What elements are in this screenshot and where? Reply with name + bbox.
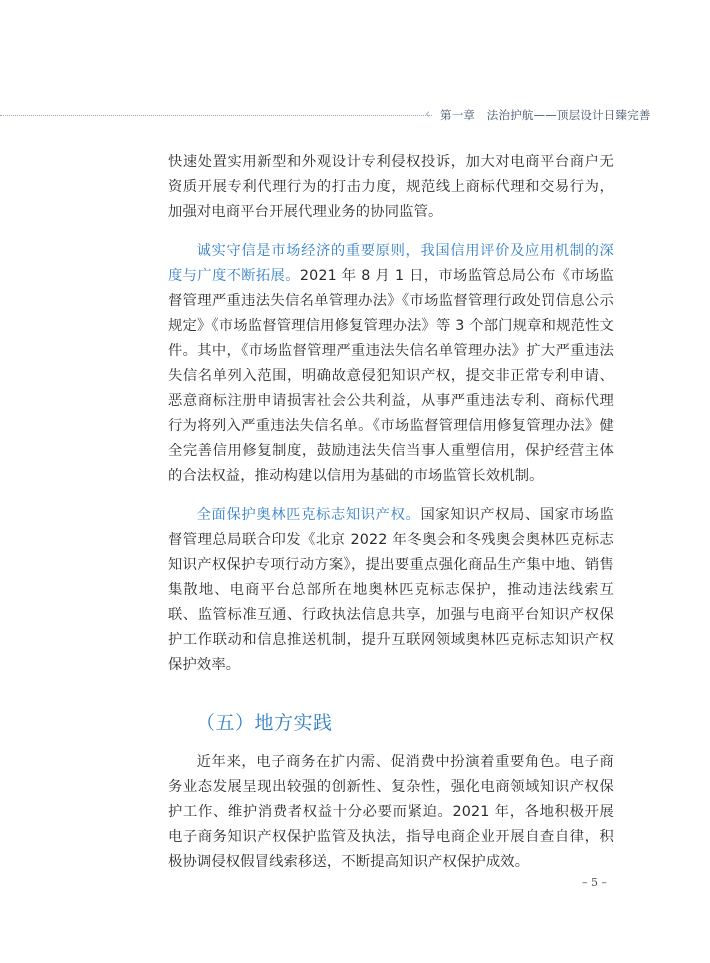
section-heading: （五）地方实践 — [196, 712, 333, 734]
paragraph-highlight: 全面保护奥林匹克标志知识产权。 — [196, 507, 421, 523]
running-header: 第一章 法治护航——顶层设计日臻完善 — [440, 108, 651, 122]
paragraph-highlight: 诚实守信是市场经济的重要原则，我国信用评价及应用机制的深度与广度不断拓展。 — [168, 243, 614, 284]
paragraph-text: 快速处置实用新型和外观设计专利侵权投诉，加大对电商平台商户无资质开展专利代理行为的打击力度，规范线上商标代理和交易行为，加强对电商平台开展代理业务的协同监管。 — [168, 154, 614, 220]
paragraph-olympic-protection — [168, 503, 614, 678]
paragraph-local-practice — [168, 750, 614, 875]
paragraph-continuation — [168, 150, 614, 225]
paragraph-text: 近年来，电子商务在扩内需、促消费中扮演着重要角色。电子商务业态发展呈现出较强的创新性、复杂性，强化电商领域知识产权保护工作、维护消费者权益十分必要而紧迫。2021 年，各地积极开展电子商务知识产权保护监管及执法，指导电商企业开展自查自律，积极协调侵权假冒线索移送，不断提高知识产权保护成效。 — [168, 754, 614, 870]
chevron-left-icon: ‹ — [425, 107, 431, 122]
page-body — [168, 150, 614, 875]
header-dotted-rule — [0, 115, 432, 116]
paragraph-credit-system — [168, 239, 614, 489]
page-number: – 5 – — [582, 876, 607, 889]
paragraph-text: 2021 年 8 月 1 日，市场监管总局公布《市场监督管理严重违法失信名单管理办法》《市场监督管理行政处罚信息公示规定》《市场监督管理信用修复管理办法》等 3 个部门规章和规范性文件。其中，《市场监督管理严重违法失信名单管理办法》扩大严重违法失信名单列入范围，明确故意侵犯知识产权，提交非正常专利申请、恶意商标注册申请损害社会公共利益，从事严重违法专利、商标代理行为将列入严重违法失信名单。《市场监督管理信用修复管理办法》健全完善信用修复制度，鼓励违法失信当事人重塑信用，保护经营主体的合法权益，推动构建以信用为基础的市场监管长效机制。 — [168, 268, 614, 484]
paragraph-text: 国家知识产权局、国家市场监督管理总局联合印发《北京 2022 年冬奥会和冬残奥会奥林匹克标志知识产权保护专项行动方案》，提出要重点强化商品生产集中地、销售集散地、电商平台总部所在地奥林匹克标志保护，推动违法线索互联、监管标准互通、行政执法信息共享，加强与电商平台知识产权保护工作联动和信息推送机制，提升互联网领域奥林匹克标志知识产权保护效率。 — [168, 507, 615, 673]
